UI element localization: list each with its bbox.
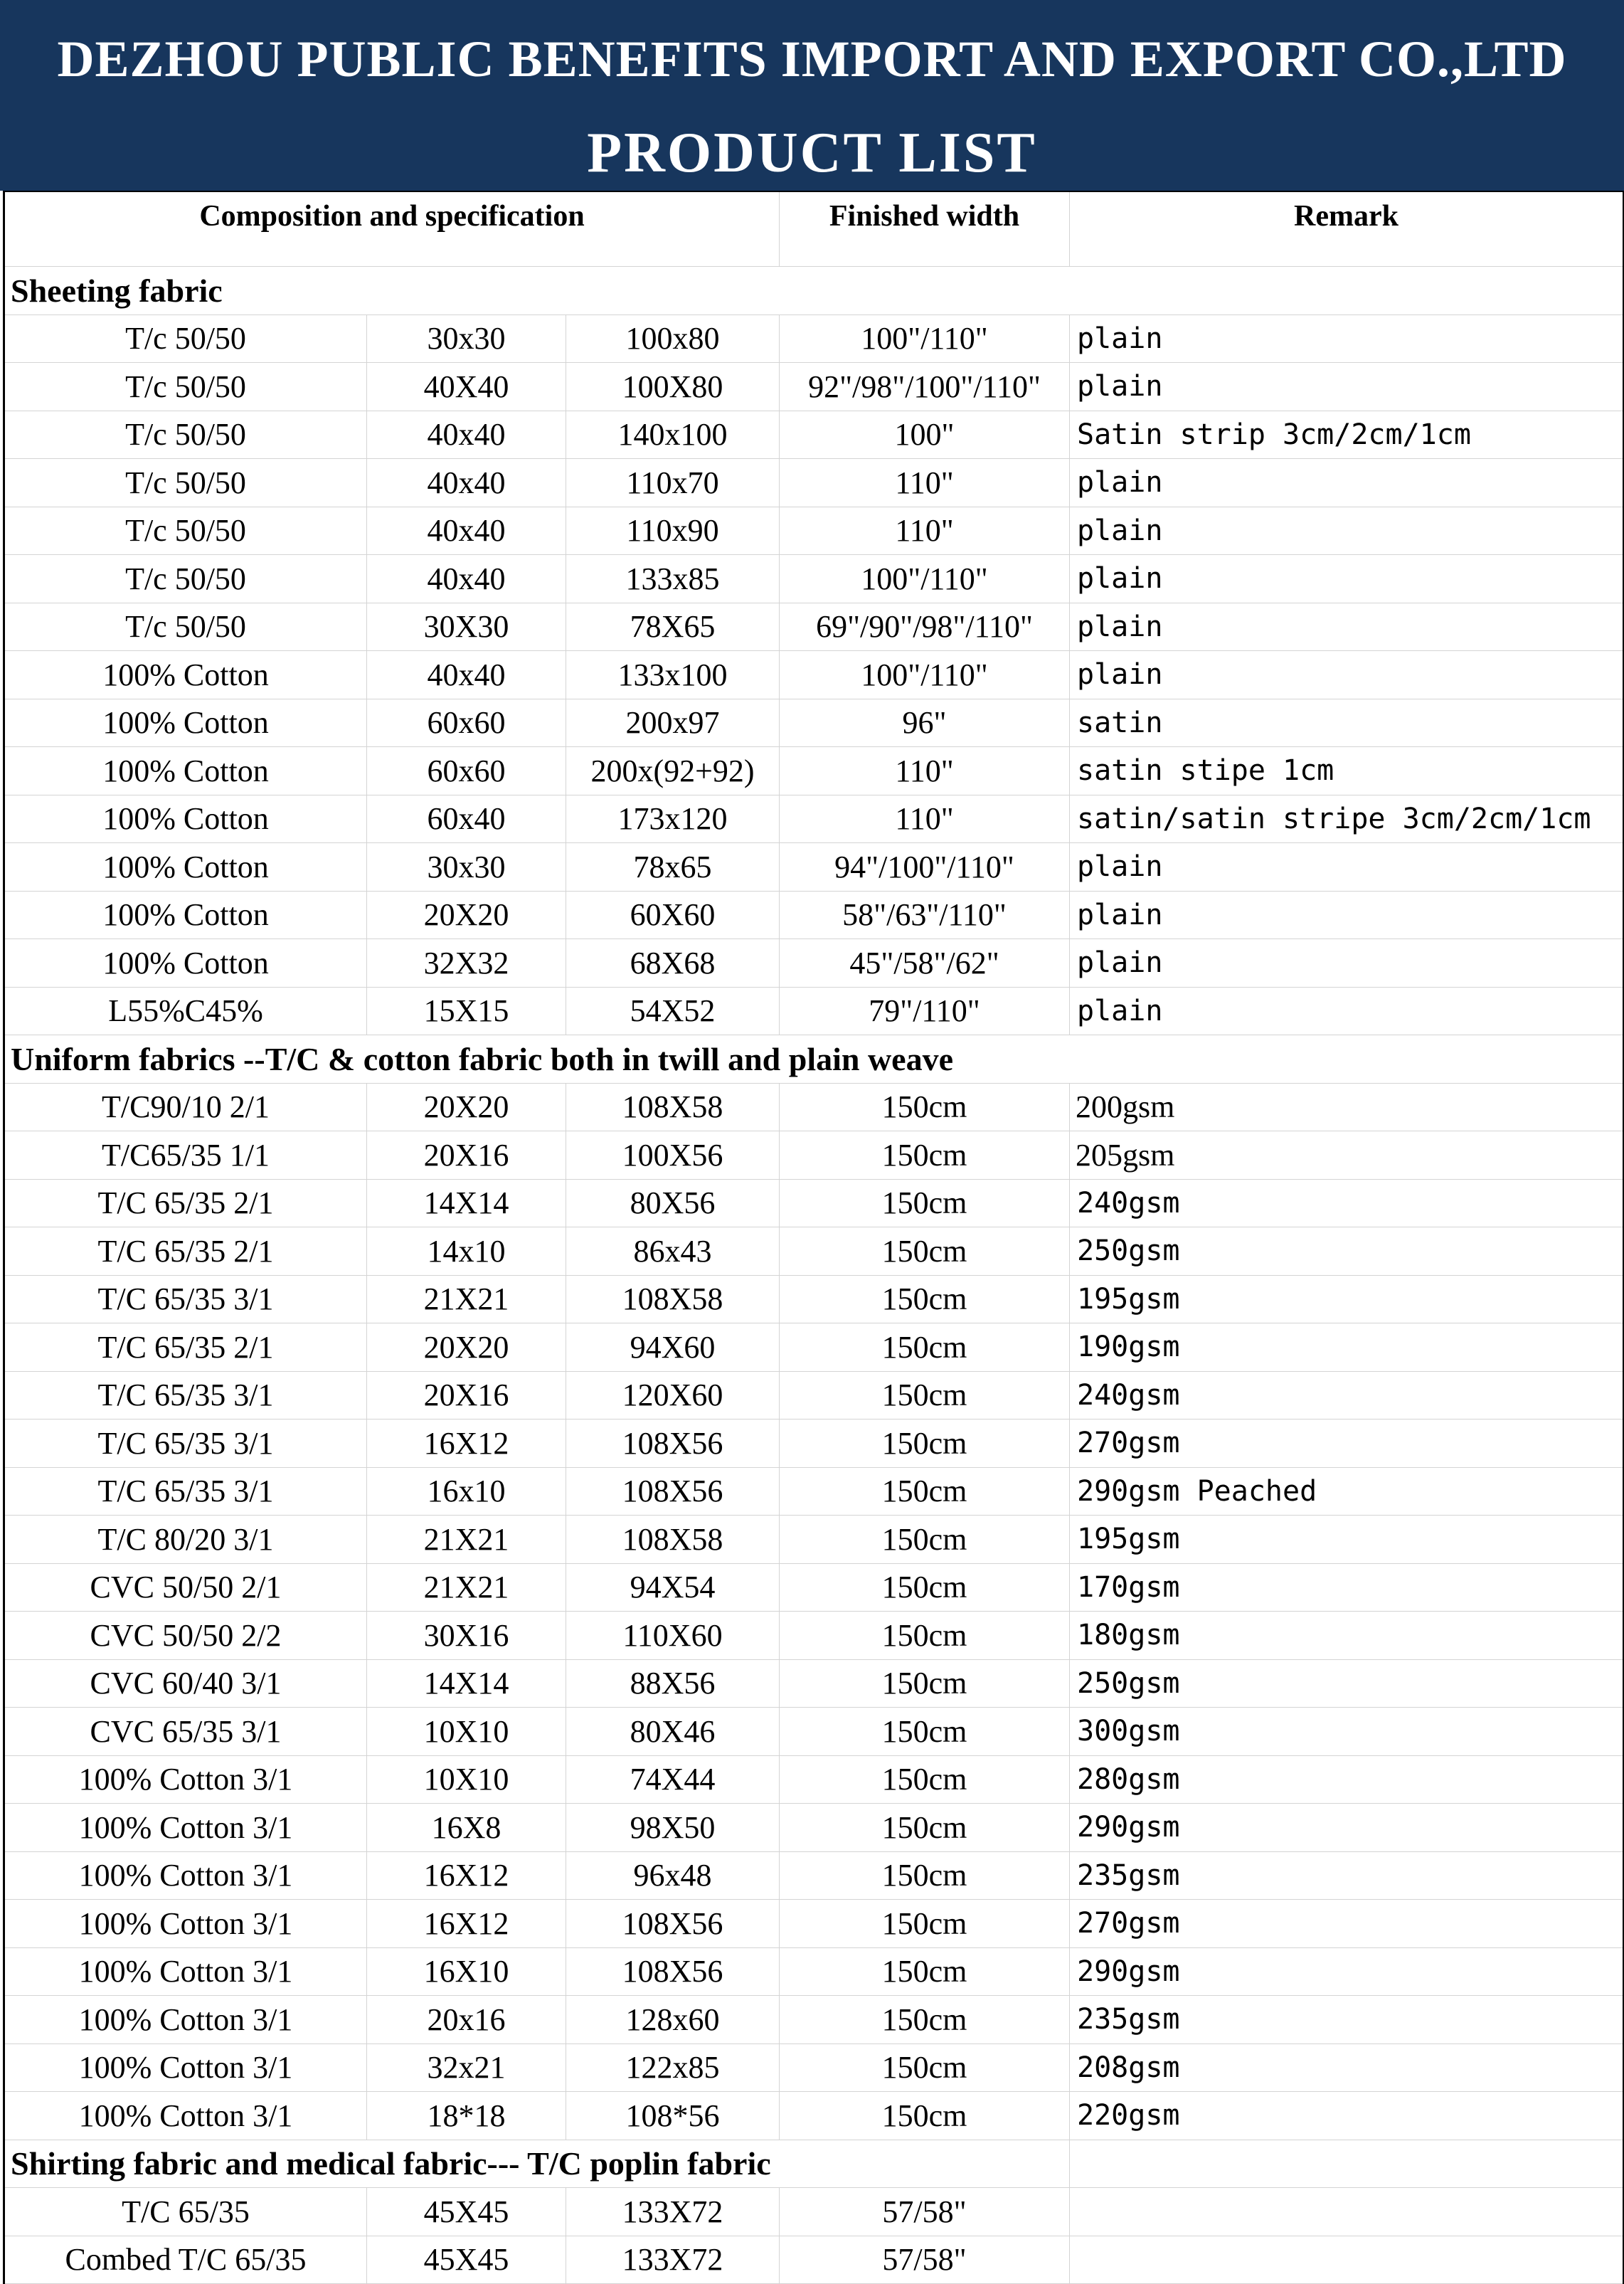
cell-density: 68X68 — [566, 939, 780, 988]
cell-composition: CVC 50/50 2/1 — [4, 1563, 367, 1612]
column-header-remark: Remark — [1070, 191, 1624, 267]
table-row — [4, 555, 1624, 603]
cell-composition: T/c 50/50 — [4, 314, 367, 363]
cell-remark: satin stipe 1cm — [1070, 747, 1624, 795]
cell-remark: 190gsm — [1070, 1323, 1624, 1372]
table-row — [4, 747, 1624, 795]
section-header-row — [4, 267, 1624, 315]
cell-finished-width: 150cm — [780, 1851, 1070, 1900]
section-title: Sheeting fabric — [4, 267, 1624, 315]
cell-remark: 290gsm — [1070, 1804, 1624, 1852]
cell-density: 98X50 — [566, 1804, 780, 1852]
cell-composition: T/C90/10 2/1 — [4, 1083, 367, 1131]
cell-composition: 100% Cotton 3/1 — [4, 1996, 367, 2044]
table-row — [4, 1708, 1624, 1756]
cell-composition: CVC 65/35 3/1 — [4, 1708, 367, 1756]
cell-composition: CVC 50/50 2/2 — [4, 1612, 367, 1660]
cell-yarn-count: 40X40 — [367, 363, 566, 411]
cell-finished-width: 150cm — [780, 1275, 1070, 1323]
cell-finished-width: 57/58" — [780, 2236, 1070, 2284]
cell-density: 200x(92+92) — [566, 747, 780, 795]
cell-density: 110x90 — [566, 507, 780, 555]
cell-density: 108X56 — [566, 1467, 780, 1516]
cell-finished-width: 150cm — [780, 1659, 1070, 1708]
cell-composition: 100% Cotton 3/1 — [4, 1804, 367, 1852]
section-title: Uniform fabrics --T/C & cotton fabric both in twill and plain weave — [4, 1035, 1624, 1084]
table-row — [4, 507, 1624, 555]
cell-remark: 235gsm — [1070, 1851, 1624, 1900]
product-table — [3, 191, 1624, 2284]
table-row — [4, 1323, 1624, 1372]
table-row — [4, 2236, 1624, 2284]
cell-remark: plain — [1070, 363, 1624, 411]
table-row — [4, 1371, 1624, 1419]
cell-yarn-count: 21X21 — [367, 1275, 566, 1323]
cell-density: 122x85 — [566, 2044, 780, 2092]
cell-composition: 100% Cotton — [4, 747, 367, 795]
cell-remark: 240gsm — [1070, 1371, 1624, 1419]
cell-finished-width: 150cm — [780, 1179, 1070, 1227]
table-row — [4, 939, 1624, 988]
table-row — [4, 699, 1624, 747]
cell-density: 133x100 — [566, 651, 780, 699]
table-row — [4, 1419, 1624, 1468]
cell-yarn-count: 30x30 — [367, 314, 566, 363]
cell-density: 140x100 — [566, 411, 780, 459]
cell-finished-width: 150cm — [780, 1755, 1070, 1804]
cell-yarn-count: 30X16 — [367, 1612, 566, 1660]
cell-remark: 208gsm — [1070, 2044, 1624, 2092]
cell-remark: 250gsm — [1070, 1227, 1624, 1276]
cell-density: 100X80 — [566, 363, 780, 411]
cell-remark: satin — [1070, 699, 1624, 747]
table-row — [4, 1851, 1624, 1900]
cell-yarn-count: 60x60 — [367, 699, 566, 747]
cell-finished-width: 92"/98"/100"/110" — [780, 363, 1070, 411]
cell-composition: T/C 65/35 3/1 — [4, 1275, 367, 1323]
cell-remark: satin/satin stripe 3cm/2cm/1cm — [1070, 795, 1624, 843]
cell-yarn-count: 16X12 — [367, 1419, 566, 1468]
cell-yarn-count: 40x40 — [367, 459, 566, 507]
cell-density: 133x85 — [566, 555, 780, 603]
cell-finished-width: 150cm — [780, 1516, 1070, 1564]
cell-remark: 200gsm — [1070, 1083, 1624, 1131]
cell-remark: plain — [1070, 603, 1624, 651]
cell-composition: T/C 65/35 2/1 — [4, 1323, 367, 1372]
cell-density: 54X52 — [566, 987, 780, 1035]
cell-finished-width: 58"/63"/110" — [780, 891, 1070, 939]
table-row — [4, 987, 1624, 1035]
cell-density: 94X60 — [566, 1323, 780, 1372]
cell-yarn-count: 40x40 — [367, 507, 566, 555]
cell-density: 133X72 — [566, 2188, 780, 2236]
table-row — [4, 1179, 1624, 1227]
cell-composition: T/C 65/35 2/1 — [4, 1227, 367, 1276]
cell-finished-width: 150cm — [780, 1227, 1070, 1276]
cell-composition: 100% Cotton — [4, 843, 367, 892]
cell-remark: plain — [1070, 843, 1624, 892]
cell-composition: T/c 50/50 — [4, 411, 367, 459]
cell-composition: 100% Cotton 3/1 — [4, 1947, 367, 1996]
column-header-composition: Composition and specification — [4, 191, 780, 267]
cell-remark — [1070, 2236, 1624, 2284]
table-row — [4, 603, 1624, 651]
cell-finished-width: 150cm — [780, 1708, 1070, 1756]
cell-density: 110X60 — [566, 1612, 780, 1660]
cell-composition: Combed T/C 65/35 — [4, 2236, 367, 2284]
cell-yarn-count: 16x10 — [367, 1467, 566, 1516]
cell-yarn-count: 14x10 — [367, 1227, 566, 1276]
page-title: PRODUCT LIST — [587, 122, 1037, 184]
cell-composition: 100% Cotton — [4, 651, 367, 699]
cell-yarn-count: 14X14 — [367, 1659, 566, 1708]
table-row — [4, 1755, 1624, 1804]
cell-yarn-count: 10X10 — [367, 1755, 566, 1804]
cell-remark: Satin strip 3cm/2cm/1cm — [1070, 411, 1624, 459]
table-row — [4, 795, 1624, 843]
cell-composition: 100% Cotton — [4, 699, 367, 747]
cell-remark: 235gsm — [1070, 1996, 1624, 2044]
cell-yarn-count: 40x40 — [367, 651, 566, 699]
cell-composition: T/C 80/20 3/1 — [4, 1516, 367, 1564]
cell-composition: CVC 60/40 3/1 — [4, 1659, 367, 1708]
cell-finished-width: 94"/100"/110" — [780, 843, 1070, 892]
section-header-row — [4, 1035, 1624, 1084]
cell-density: 100X56 — [566, 1131, 780, 1180]
cell-remark: 250gsm — [1070, 1659, 1624, 1708]
cell-finished-width: 100"/110" — [780, 314, 1070, 363]
cell-finished-width: 150cm — [780, 1419, 1070, 1468]
table-row — [4, 1900, 1624, 1948]
cell-finished-width: 110" — [780, 795, 1070, 843]
cell-yarn-count: 10X10 — [367, 1708, 566, 1756]
cell-composition: T/C65/35 1/1 — [4, 1131, 367, 1180]
table-row — [4, 1275, 1624, 1323]
cell-yarn-count: 45X45 — [367, 2236, 566, 2284]
cell-composition: 100% Cotton 3/1 — [4, 1900, 367, 1948]
cell-composition: 100% Cotton 3/1 — [4, 2092, 367, 2140]
table-row — [4, 1516, 1624, 1564]
table-row — [4, 651, 1624, 699]
cell-yarn-count: 40x40 — [367, 411, 566, 459]
cell-remark: 290gsm — [1070, 1947, 1624, 1996]
cell-density: 86x43 — [566, 1227, 780, 1276]
cell-finished-width: 100"/110" — [780, 651, 1070, 699]
cell-composition: T/c 50/50 — [4, 603, 367, 651]
section-header-row — [4, 2140, 1624, 2188]
cell-yarn-count: 15X15 — [367, 987, 566, 1035]
cell-remark — [1070, 2188, 1624, 2236]
cell-composition: T/C 65/35 3/1 — [4, 1371, 367, 1419]
cell-remark: 195gsm — [1070, 1516, 1624, 1564]
cell-yarn-count: 16X12 — [367, 1851, 566, 1900]
cell-density: 78X65 — [566, 603, 780, 651]
cell-yarn-count: 20X16 — [367, 1131, 566, 1180]
cell-composition: T/c 50/50 — [4, 363, 367, 411]
cell-composition: T/c 50/50 — [4, 507, 367, 555]
cell-yarn-count: 14X14 — [367, 1179, 566, 1227]
cell-finished-width: 150cm — [780, 2092, 1070, 2140]
cell-finished-width: 150cm — [780, 1804, 1070, 1852]
table-row — [4, 2092, 1624, 2140]
cell-finished-width: 96" — [780, 699, 1070, 747]
cell-composition: 100% Cotton 3/1 — [4, 1755, 367, 1804]
cell-density: 94X54 — [566, 1563, 780, 1612]
cell-remark: 205gsm — [1070, 1131, 1624, 1180]
cell-remark: plain — [1070, 314, 1624, 363]
cell-density: 108X58 — [566, 1516, 780, 1564]
cell-yarn-count: 32x21 — [367, 2044, 566, 2092]
cell-finished-width: 150cm — [780, 1900, 1070, 1948]
cell-remark: 195gsm — [1070, 1275, 1624, 1323]
cell-finished-width: 150cm — [780, 1467, 1070, 1516]
cell-remark: plain — [1070, 891, 1624, 939]
cell-density: 110x70 — [566, 459, 780, 507]
cell-composition: T/c 50/50 — [4, 555, 367, 603]
table-row — [4, 1563, 1624, 1612]
cell-remark: plain — [1070, 555, 1624, 603]
cell-yarn-count: 20X20 — [367, 1323, 566, 1372]
cell-finished-width: 150cm — [780, 1371, 1070, 1419]
cell-finished-width: 110" — [780, 747, 1070, 795]
table-row — [4, 1947, 1624, 1996]
cell-yarn-count: 20x16 — [367, 1996, 566, 2044]
cell-density: 88X56 — [566, 1659, 780, 1708]
cell-finished-width: 100" — [780, 411, 1070, 459]
cell-yarn-count: 60x60 — [367, 747, 566, 795]
cell-yarn-count: 60x40 — [367, 795, 566, 843]
cell-remark: 290gsm Peached — [1070, 1467, 1624, 1516]
cell-density: 128x60 — [566, 1996, 780, 2044]
cell-remark: plain — [1070, 651, 1624, 699]
cell-density: 173x120 — [566, 795, 780, 843]
cell-density: 108X58 — [566, 1083, 780, 1131]
cell-finished-width: 150cm — [780, 1083, 1070, 1131]
column-header-width: Finished width — [780, 191, 1070, 267]
cell-finished-width: 45"/58"/62" — [780, 939, 1070, 988]
cell-composition: 100% Cotton — [4, 891, 367, 939]
cell-composition: 100% Cotton 3/1 — [4, 2044, 367, 2092]
company-name: DEZHOU PUBLIC BENEFITS IMPORT AND EXPORT CO.,LTD — [57, 31, 1567, 88]
cell-remark: plain — [1070, 459, 1624, 507]
cell-finished-width: 150cm — [780, 1612, 1070, 1660]
cell-remark: plain — [1070, 987, 1624, 1035]
page-header — [0, 0, 1624, 191]
cell-density: 80X46 — [566, 1708, 780, 1756]
cell-density: 133X72 — [566, 2236, 780, 2284]
cell-yarn-count: 20X20 — [367, 891, 566, 939]
table-row — [4, 2044, 1624, 2092]
cell-yarn-count: 16X10 — [367, 1947, 566, 1996]
cell-remark: 270gsm — [1070, 1419, 1624, 1468]
cell-density: 74X44 — [566, 1755, 780, 1804]
cell-density: 108*56 — [566, 2092, 780, 2140]
table-header-row — [4, 191, 1624, 267]
cell-yarn-count: 30X30 — [367, 603, 566, 651]
cell-remark: 220gsm — [1070, 2092, 1624, 2140]
cell-finished-width: 100"/110" — [780, 555, 1070, 603]
cell-remark: 240gsm — [1070, 1179, 1624, 1227]
cell-yarn-count: 20X16 — [367, 1371, 566, 1419]
cell-yarn-count: 45X45 — [367, 2188, 566, 2236]
cell-remark: plain — [1070, 507, 1624, 555]
cell-finished-width: 110" — [780, 459, 1070, 507]
cell-finished-width: 150cm — [780, 2044, 1070, 2092]
cell-composition: 100% Cotton — [4, 795, 367, 843]
cell-density: 100x80 — [566, 314, 780, 363]
cell-remark: 170gsm — [1070, 1563, 1624, 1612]
cell-composition: T/C 65/35 — [4, 2188, 367, 2236]
cell-composition: 100% Cotton — [4, 939, 367, 988]
table-row — [4, 411, 1624, 459]
cell-remark: 280gsm — [1070, 1755, 1624, 1804]
cell-finished-width: 150cm — [780, 1947, 1070, 1996]
section-title: Shirting fabric and medical fabric--- T/C poplin fabric — [4, 2140, 1070, 2188]
cell-density: 80X56 — [566, 1179, 780, 1227]
table-row — [4, 891, 1624, 939]
cell-yarn-count: 21X21 — [367, 1516, 566, 1564]
cell-density: 108X56 — [566, 1947, 780, 1996]
cell-finished-width: 150cm — [780, 1563, 1070, 1612]
cell-finished-width: 69"/90"/98"/110" — [780, 603, 1070, 651]
table-row — [4, 1804, 1624, 1852]
table-row — [4, 1131, 1624, 1180]
cell-density: 200x97 — [566, 699, 780, 747]
cell-yarn-count: 32X32 — [367, 939, 566, 988]
cell-yarn-count: 21X21 — [367, 1563, 566, 1612]
table-row — [4, 314, 1624, 363]
table-row — [4, 1996, 1624, 2044]
cell-finished-width: 57/58" — [780, 2188, 1070, 2236]
table-row — [4, 843, 1624, 892]
cell-finished-width: 79"/110" — [780, 987, 1070, 1035]
table-row — [4, 1227, 1624, 1276]
cell-remark: plain — [1070, 939, 1624, 988]
table-row — [4, 1467, 1624, 1516]
cell-composition: T/C 65/35 2/1 — [4, 1179, 367, 1227]
cell-composition: 100% Cotton 3/1 — [4, 1851, 367, 1900]
cell-density: 60X60 — [566, 891, 780, 939]
cell-density: 108X56 — [566, 1419, 780, 1468]
cell-density: 96x48 — [566, 1851, 780, 1900]
cell-finished-width: 150cm — [780, 1996, 1070, 2044]
cell-composition: T/C 65/35 3/1 — [4, 1467, 367, 1516]
cell-density: 108X56 — [566, 1900, 780, 1948]
cell-yarn-count: 16X12 — [367, 1900, 566, 1948]
cell-yarn-count: 18*18 — [367, 2092, 566, 2140]
cell-density: 120X60 — [566, 1371, 780, 1419]
empty-cell — [1070, 2140, 1624, 2188]
table-row — [4, 1659, 1624, 1708]
cell-yarn-count: 20X20 — [367, 1083, 566, 1131]
table-row — [4, 2188, 1624, 2236]
cell-density: 78x65 — [566, 843, 780, 892]
cell-remark: 300gsm — [1070, 1708, 1624, 1756]
cell-finished-width: 150cm — [780, 1131, 1070, 1180]
table-row — [4, 363, 1624, 411]
cell-yarn-count: 30x30 — [367, 843, 566, 892]
table-row — [4, 1083, 1624, 1131]
cell-remark: 180gsm — [1070, 1612, 1624, 1660]
table-row — [4, 1612, 1624, 1660]
cell-yarn-count: 16X8 — [367, 1804, 566, 1852]
table-row — [4, 459, 1624, 507]
cell-finished-width: 110" — [780, 507, 1070, 555]
cell-composition: T/C 65/35 3/1 — [4, 1419, 367, 1468]
cell-composition: T/c 50/50 — [4, 459, 367, 507]
cell-yarn-count: 40x40 — [367, 555, 566, 603]
cell-composition: L55%C45% — [4, 987, 367, 1035]
cell-finished-width: 150cm — [780, 1323, 1070, 1372]
cell-remark: 270gsm — [1070, 1900, 1624, 1948]
cell-density: 108X58 — [566, 1275, 780, 1323]
